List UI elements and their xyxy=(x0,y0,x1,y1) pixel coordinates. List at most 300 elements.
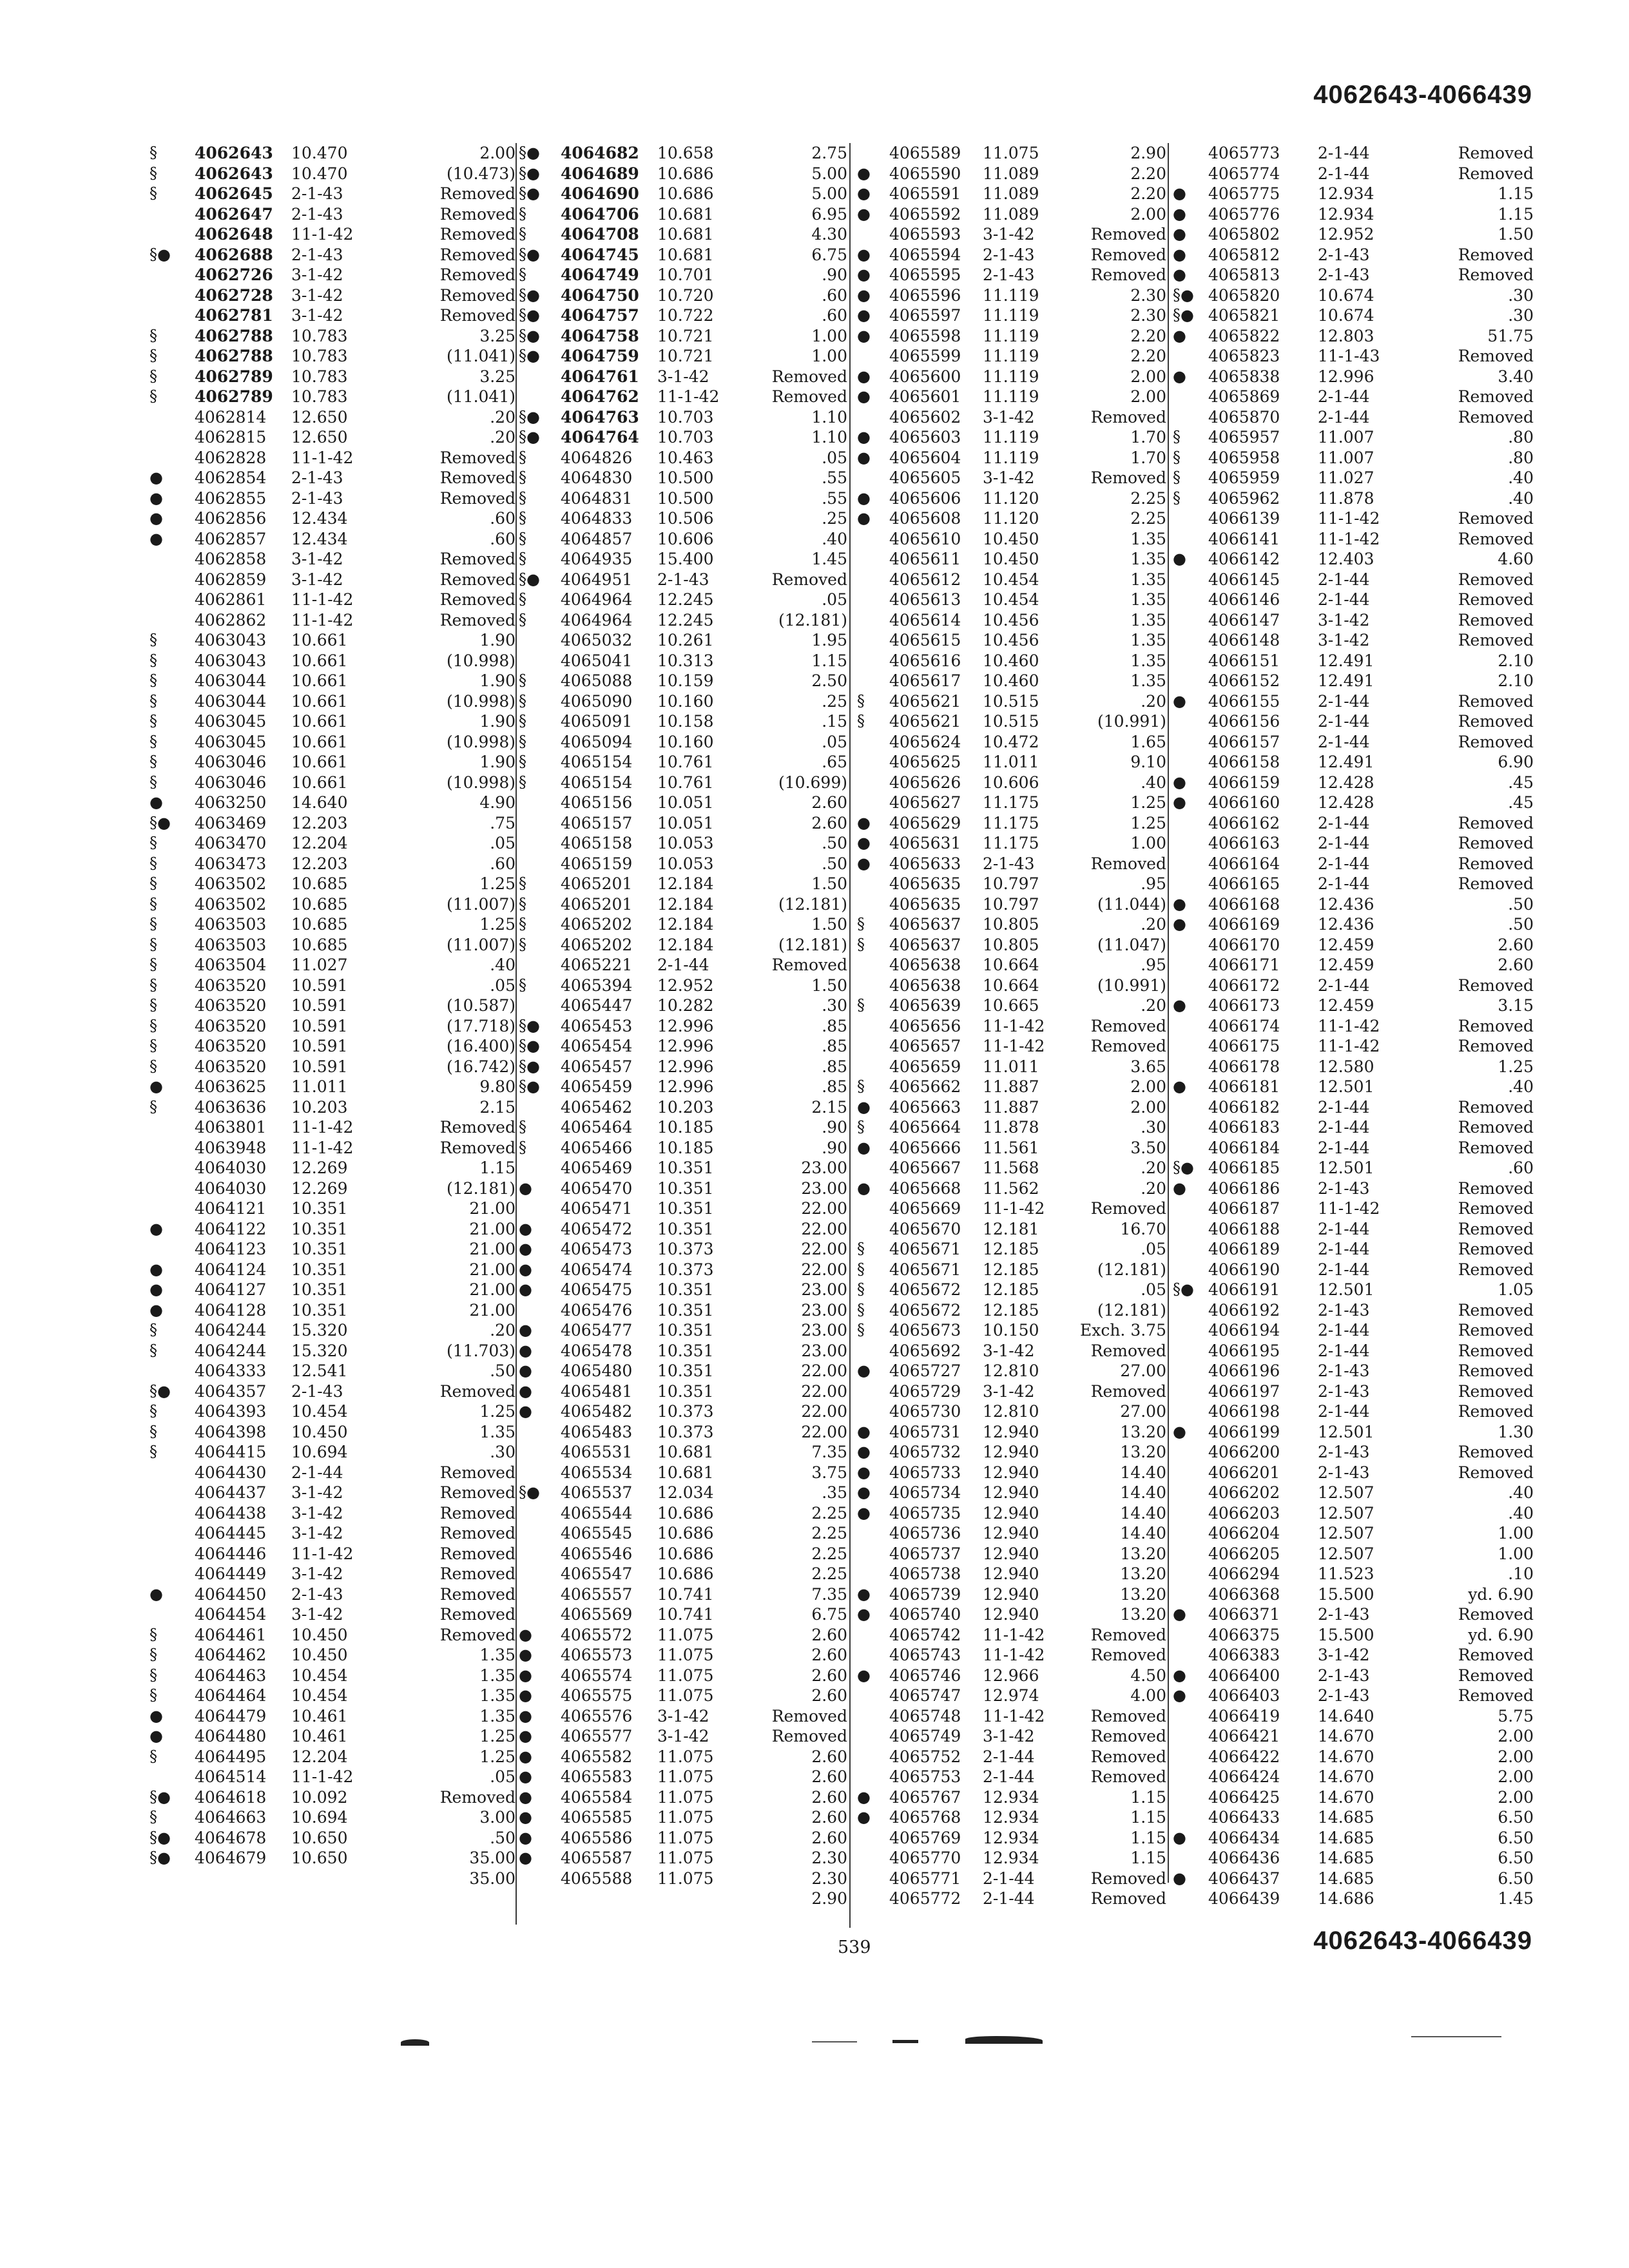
patent-number: 4064479 xyxy=(195,1706,267,1725)
listing-row xyxy=(1070,184,1534,204)
patent-number: 4062788 xyxy=(195,347,273,365)
listing-row xyxy=(1070,691,1534,712)
classification-value: 2-1-43 xyxy=(1318,1686,1370,1705)
price-value: 2.20 xyxy=(1130,164,1166,183)
price-value: Removed xyxy=(439,1463,516,1482)
trailing-value: Removed xyxy=(1458,570,1534,589)
patent-number: 4066146 xyxy=(1208,590,1280,609)
patent-number: 4065466 xyxy=(561,1138,633,1157)
status-marker: § xyxy=(149,753,157,771)
classification-value: 11.119 xyxy=(983,285,1039,305)
price-value: 2.60 xyxy=(811,793,847,812)
price-value: 2.30 xyxy=(811,1869,847,1888)
status-marker: ● xyxy=(1173,773,1186,791)
price-value: .25 xyxy=(822,509,847,528)
price-value: 14.40 xyxy=(1120,1483,1166,1502)
status-marker: §● xyxy=(519,1057,540,1075)
status-marker: § xyxy=(149,1686,157,1704)
listing-row xyxy=(715,1280,1076,1300)
classification-value: 12.184 xyxy=(657,935,714,954)
price-value: 1.90 xyxy=(479,753,516,771)
listing-row xyxy=(364,1828,751,1849)
listing-row xyxy=(364,285,751,306)
classification-value: 11.027 xyxy=(291,956,348,974)
patent-number: 4063502 xyxy=(195,894,267,914)
trailing-value: 3.15 xyxy=(1498,996,1534,1015)
classification-value: 12.034 xyxy=(657,1483,714,1502)
classification-value: 11.007 xyxy=(1318,448,1374,467)
listing-row xyxy=(364,935,751,956)
price-value: Removed xyxy=(439,1138,516,1157)
patent-number: 4065202 xyxy=(561,915,633,934)
classification-value: 11.011 xyxy=(983,1057,1039,1076)
price-value: .30 xyxy=(1141,1118,1166,1137)
listing-row xyxy=(1070,610,1534,631)
listing-row xyxy=(364,773,751,793)
price-value: 2.30 xyxy=(1130,306,1166,325)
classification-value: 11.119 xyxy=(983,387,1039,406)
listing-row xyxy=(715,711,1076,732)
status-marker: ● xyxy=(519,1828,532,1847)
classification-value: 12.940 xyxy=(983,1463,1039,1482)
status-marker: § xyxy=(149,387,157,405)
status-marker: ● xyxy=(149,468,163,486)
patent-number: 4066170 xyxy=(1208,935,1280,954)
listing-row xyxy=(364,610,751,631)
status-marker: § xyxy=(149,1057,157,1075)
listing-row xyxy=(715,1422,1076,1443)
patent-number: 4064480 xyxy=(195,1727,267,1745)
classification-value: 2-1-44 xyxy=(1318,164,1370,183)
listing-row xyxy=(1070,1016,1534,1037)
price-value: 4.30 xyxy=(811,225,847,244)
listing-row xyxy=(1070,1097,1534,1118)
status-marker: § xyxy=(857,1260,865,1278)
price-value: 2.60 xyxy=(811,1646,847,1664)
patent-number: 4065572 xyxy=(561,1625,633,1644)
classification-value: 11.175 xyxy=(983,793,1039,812)
trailing-value: Removed xyxy=(1458,265,1534,284)
price-value: 2.75 xyxy=(811,144,847,162)
status-marker: § xyxy=(149,164,157,182)
price-value: Removed xyxy=(439,225,516,244)
classification-value: 2-1-44 xyxy=(1318,813,1370,832)
status-marker: §● xyxy=(1173,1280,1194,1298)
classification-value: 2-1-43 xyxy=(1318,1361,1370,1380)
listing-row xyxy=(715,468,1076,488)
classification-value: 14.670 xyxy=(1318,1767,1374,1786)
patent-number: 4065671 xyxy=(889,1260,961,1279)
patent-number: 4062854 xyxy=(195,468,267,487)
patent-number: 4066422 xyxy=(1208,1747,1280,1766)
listing-row xyxy=(715,1097,1076,1118)
classification-value: 10.351 xyxy=(291,1300,348,1320)
classification-value: 10.664 xyxy=(983,956,1039,974)
classification-value: 10.797 xyxy=(983,894,1039,914)
classification-value: 11.075 xyxy=(657,1828,714,1847)
classification-value: 2-1-44 xyxy=(1318,1138,1370,1157)
patent-number: 4065603 xyxy=(889,428,961,447)
patent-number: 4065596 xyxy=(889,285,961,305)
classification-value: 12.507 xyxy=(1318,1544,1374,1563)
classification-value: 3-1-42 xyxy=(291,1605,343,1624)
classification-value: 10.783 xyxy=(291,387,348,406)
listing-row xyxy=(1070,1198,1534,1219)
listing-row xyxy=(364,427,751,448)
status-marker: ● xyxy=(857,1808,871,1826)
listing-row xyxy=(364,1260,751,1280)
classification-value: 12.459 xyxy=(1318,956,1374,974)
listing-row xyxy=(364,549,751,570)
price-value: 3.25 xyxy=(479,367,516,386)
patent-number: 4062645 xyxy=(195,184,273,203)
classification-value: 11.075 xyxy=(657,1808,714,1827)
price-value: 2.20 xyxy=(1130,184,1166,203)
status-marker: § xyxy=(149,712,157,730)
scan-mark xyxy=(892,2040,918,2043)
listing-row xyxy=(364,1645,751,1666)
trailing-value: Removed xyxy=(1458,1646,1534,1664)
classification-value: 14.685 xyxy=(1318,1849,1374,1867)
trailing-value: Removed xyxy=(1458,1341,1534,1360)
classification-value: 10.783 xyxy=(291,326,348,345)
patent-number: 4064123 xyxy=(195,1240,267,1258)
patent-number: 4065736 xyxy=(889,1524,961,1542)
trailing-value: .60 xyxy=(1508,1158,1534,1177)
price-value: Removed xyxy=(439,245,516,264)
price-value: 23.00 xyxy=(801,1280,847,1299)
status-marker: ● xyxy=(519,1178,532,1197)
price-value: .60 xyxy=(490,509,516,528)
classification-value: 2-1-44 xyxy=(983,1747,1035,1766)
price-value: 2.60 xyxy=(811,1686,847,1705)
price-value: 2.60 xyxy=(811,1625,847,1644)
classification-value: 10.351 xyxy=(657,1361,714,1380)
classification-value: 12.204 xyxy=(291,1747,348,1766)
trailing-value: Removed xyxy=(1458,1118,1534,1137)
price-value: Removed xyxy=(1090,1646,1166,1664)
patent-number: 4065776 xyxy=(1208,204,1280,224)
listing-row xyxy=(1070,1077,1534,1097)
status-marker: §● xyxy=(519,144,540,162)
price-value: Removed xyxy=(771,1727,847,1745)
status-marker: § xyxy=(857,1300,865,1319)
trailing-value: 3.40 xyxy=(1498,367,1534,386)
trailing-value: Removed xyxy=(1458,529,1534,548)
listing-row xyxy=(364,1320,751,1341)
patent-number: 4063503 xyxy=(195,935,267,954)
classification-value: 12.934 xyxy=(1318,184,1374,203)
patent-number: 4066198 xyxy=(1208,1402,1280,1421)
classification-value: 10.470 xyxy=(291,164,348,183)
classification-value: 2-1-44 xyxy=(657,956,709,974)
patent-number: 4063470 xyxy=(195,834,267,852)
listing-row xyxy=(1070,1260,1534,1280)
classification-value: 11-1-42 xyxy=(1318,1016,1380,1035)
listing-row xyxy=(715,1544,1076,1564)
listing-row xyxy=(364,1138,751,1158)
listing-row xyxy=(715,935,1076,956)
column-4-list xyxy=(1070,143,1534,1909)
price-value: .15 xyxy=(822,712,847,731)
price-value: 1.35 xyxy=(1130,590,1166,609)
classification-value: 2-1-44 xyxy=(1318,1341,1370,1360)
listing-row xyxy=(364,1219,751,1240)
listing-row xyxy=(364,1401,751,1422)
patent-number: 4063636 xyxy=(195,1097,267,1117)
classification-value: 10.092 xyxy=(291,1787,348,1807)
classification-value: 10.686 xyxy=(657,1503,714,1523)
patent-number: 4066185 xyxy=(1208,1158,1280,1177)
patent-number: 4063520 xyxy=(195,975,267,995)
status-marker: ● xyxy=(149,1260,163,1278)
listing-row xyxy=(364,1544,751,1564)
listing-row xyxy=(1070,793,1534,813)
listing-row xyxy=(364,346,751,367)
price-value: 9.10 xyxy=(1130,753,1166,771)
listing-row xyxy=(715,367,1076,387)
classification-value: 3-1-42 xyxy=(291,285,343,305)
trailing-value: Removed xyxy=(1458,347,1534,365)
column-3-list xyxy=(715,143,1076,1909)
classification-value: 12.501 xyxy=(1318,1158,1374,1177)
trailing-value: .50 xyxy=(1508,894,1534,914)
classification-value: 11-1-42 xyxy=(291,1118,354,1137)
classification-value: 3-1-42 xyxy=(291,306,343,325)
trailing-value: 2.60 xyxy=(1498,935,1534,954)
status-marker: ● xyxy=(149,1280,163,1298)
classification-value: 10.661 xyxy=(291,773,348,792)
patent-number: 4066368 xyxy=(1208,1584,1280,1604)
status-marker: ● xyxy=(857,488,871,507)
listing-row xyxy=(1070,1401,1534,1422)
trailing-value: 6.50 xyxy=(1498,1869,1534,1888)
price-value: 1.35 xyxy=(1130,651,1166,670)
price-value: Removed xyxy=(439,184,516,203)
listing-row xyxy=(1070,305,1534,326)
patent-number: 4064030 xyxy=(195,1178,267,1198)
classification-value: 12.934 xyxy=(1318,204,1374,224)
listing-row xyxy=(715,651,1076,671)
classification-value: 11.075 xyxy=(657,1849,714,1867)
classification-value: 15.400 xyxy=(657,550,714,568)
classification-value: 11.878 xyxy=(1318,488,1374,508)
patent-number: 4065671 xyxy=(889,1240,961,1258)
listing-row xyxy=(364,508,751,529)
listing-row xyxy=(364,1686,751,1706)
patent-number: 4065635 xyxy=(889,894,961,914)
listing-row xyxy=(364,265,751,285)
status-marker: § xyxy=(149,1646,157,1664)
patent-number: 4065221 xyxy=(561,956,633,974)
patent-number: 4065576 xyxy=(561,1706,633,1725)
trailing-value: Removed xyxy=(1458,1240,1534,1258)
status-marker: ● xyxy=(1173,894,1186,913)
status-marker: ● xyxy=(1173,550,1186,568)
price-value: (12.181) xyxy=(1097,1300,1166,1320)
classification-value: 11.175 xyxy=(983,834,1039,852)
classification-value: 12.507 xyxy=(1318,1483,1374,1502)
patent-number: 4065591 xyxy=(889,184,961,203)
status-marker: ● xyxy=(857,1463,871,1481)
listing-row xyxy=(1070,1523,1534,1544)
status-marker: ● xyxy=(149,793,163,811)
patent-number: 4064761 xyxy=(561,367,639,386)
listing-row xyxy=(1070,1158,1534,1178)
price-value: 21.00 xyxy=(469,1280,516,1299)
listing-row xyxy=(364,468,751,488)
classification-value: 11.007 xyxy=(1318,428,1374,447)
patent-number: 4065454 xyxy=(561,1037,633,1055)
listing-row xyxy=(364,1057,751,1077)
trailing-value: 2.60 xyxy=(1498,956,1534,974)
price-value: Removed xyxy=(1090,1869,1166,1888)
status-marker: ● xyxy=(519,1341,532,1360)
classification-value: 11.878 xyxy=(983,1118,1039,1137)
price-value: .20 xyxy=(1141,1178,1166,1198)
price-value: 2.25 xyxy=(811,1524,847,1542)
classification-value: 11.089 xyxy=(983,164,1039,183)
status-marker: § xyxy=(149,1666,157,1684)
trailing-value: Removed xyxy=(1458,164,1534,183)
classification-value: 12.491 xyxy=(1318,651,1374,670)
classification-value: 11-1-42 xyxy=(291,1544,354,1563)
listing-row xyxy=(1070,1422,1534,1443)
patent-number: 4065735 xyxy=(889,1503,961,1523)
listing-row xyxy=(1070,1787,1534,1808)
patent-number: 4066294 xyxy=(1208,1564,1280,1583)
price-value: .50 xyxy=(822,834,847,852)
scan-mark xyxy=(401,2039,429,2046)
listing-row xyxy=(1070,955,1534,975)
status-marker: § xyxy=(149,367,157,385)
classification-value: 14.686 xyxy=(1318,1889,1374,1908)
status-marker: ● xyxy=(1173,1605,1186,1623)
patent-number: 4065610 xyxy=(889,529,961,548)
patent-number: 4062647 xyxy=(195,204,273,224)
listing-row xyxy=(364,1726,751,1747)
listing-row xyxy=(1070,1483,1534,1503)
listing-row xyxy=(1070,732,1534,753)
classification-value: 10.694 xyxy=(291,1808,348,1827)
classification-value: 10.681 xyxy=(657,1463,714,1482)
price-value: 2.20 xyxy=(1130,326,1166,345)
classification-value: 12.185 xyxy=(983,1280,1039,1299)
patent-number: 4065621 xyxy=(889,691,961,711)
price-value: 1.65 xyxy=(1130,732,1166,751)
classification-value: 12.940 xyxy=(983,1584,1039,1604)
patent-number: 4065869 xyxy=(1208,387,1280,406)
price-value: 1.15 xyxy=(1130,1787,1166,1807)
patent-number: 4066139 xyxy=(1208,509,1280,528)
price-value: .05 xyxy=(822,448,847,467)
classification-value: 2-1-44 xyxy=(1318,712,1370,731)
patent-number: 4065813 xyxy=(1208,265,1280,284)
classification-value: 2-1-43 xyxy=(1318,265,1370,284)
trailing-value: yd. 6.90 xyxy=(1468,1584,1534,1604)
listing-row xyxy=(715,914,1076,935)
patent-number: 4064122 xyxy=(195,1219,267,1238)
patent-number: 4066419 xyxy=(1208,1706,1280,1725)
listing-row xyxy=(1070,1666,1534,1686)
listing-row xyxy=(715,224,1076,245)
classification-value: 10.506 xyxy=(657,509,714,528)
trailing-value: .30 xyxy=(1508,285,1534,305)
price-value: 1.25 xyxy=(479,874,516,893)
patent-number: 4066205 xyxy=(1208,1544,1280,1563)
status-marker: ● xyxy=(149,1727,163,1745)
status-marker: § xyxy=(519,550,526,568)
listing-row xyxy=(715,346,1076,367)
classification-value: 12.501 xyxy=(1318,1422,1374,1441)
patent-number: 4065769 xyxy=(889,1828,961,1847)
classification-value: 10.685 xyxy=(291,874,348,893)
classification-value: 11-1-42 xyxy=(291,610,354,629)
listing-row xyxy=(364,1178,751,1199)
patent-number: 4066169 xyxy=(1208,915,1280,934)
patent-number: 4065577 xyxy=(561,1727,633,1745)
price-value: .50 xyxy=(822,854,847,873)
classification-value: 3-1-42 xyxy=(1318,1646,1370,1664)
status-marker: ● xyxy=(857,164,871,182)
listing-row xyxy=(364,1848,751,1869)
patent-number: 4063801 xyxy=(195,1118,267,1137)
patent-number: 4065583 xyxy=(561,1767,633,1786)
patent-number: 4065453 xyxy=(561,1016,633,1035)
listing-row xyxy=(364,1625,751,1646)
patent-number: 4064663 xyxy=(195,1808,267,1827)
listing-row xyxy=(1070,1219,1534,1240)
price-value: 5.00 xyxy=(811,164,847,183)
price-value: Removed xyxy=(439,610,516,629)
classification-value: 2-1-44 xyxy=(1318,691,1370,711)
listing-row xyxy=(715,508,1076,529)
status-marker: ● xyxy=(519,1808,532,1826)
patent-number: 4065032 xyxy=(561,631,633,649)
classification-value: 10.701 xyxy=(657,265,714,284)
patent-number: 4065657 xyxy=(889,1037,961,1055)
patent-number: 4066190 xyxy=(1208,1260,1280,1279)
price-value: 1.50 xyxy=(811,874,847,893)
classification-value: 10.351 xyxy=(291,1219,348,1238)
classification-value: 2-1-43 xyxy=(291,488,343,508)
status-marker: § xyxy=(149,1402,157,1420)
listing-row xyxy=(715,143,1076,164)
patent-number: 4066147 xyxy=(1208,610,1280,629)
listing-row xyxy=(364,651,751,671)
status-marker: §● xyxy=(519,245,540,264)
classification-value: 11.075 xyxy=(983,144,1039,162)
classification-value: 10.591 xyxy=(291,996,348,1015)
listing-row xyxy=(1070,1178,1534,1199)
patent-number: 4065585 xyxy=(561,1808,633,1827)
status-marker: ● xyxy=(1173,367,1186,385)
patent-number: 4064415 xyxy=(195,1443,267,1461)
price-value: 2.25 xyxy=(811,1544,847,1563)
classification-value: 12.436 xyxy=(1318,894,1374,914)
patent-number: 4065475 xyxy=(561,1280,633,1299)
patent-number: 4065154 xyxy=(561,753,633,771)
price-value: (11.041) xyxy=(447,347,516,365)
listing-row xyxy=(1070,549,1534,570)
classification-value: 10.661 xyxy=(291,651,348,670)
trailing-value: 6.50 xyxy=(1498,1808,1534,1827)
status-marker: § xyxy=(149,894,157,913)
patent-number: 4065746 xyxy=(889,1666,961,1685)
price-value: 13.20 xyxy=(1120,1422,1166,1441)
price-value: .60 xyxy=(490,854,516,873)
classification-value: 15.500 xyxy=(1318,1584,1374,1604)
